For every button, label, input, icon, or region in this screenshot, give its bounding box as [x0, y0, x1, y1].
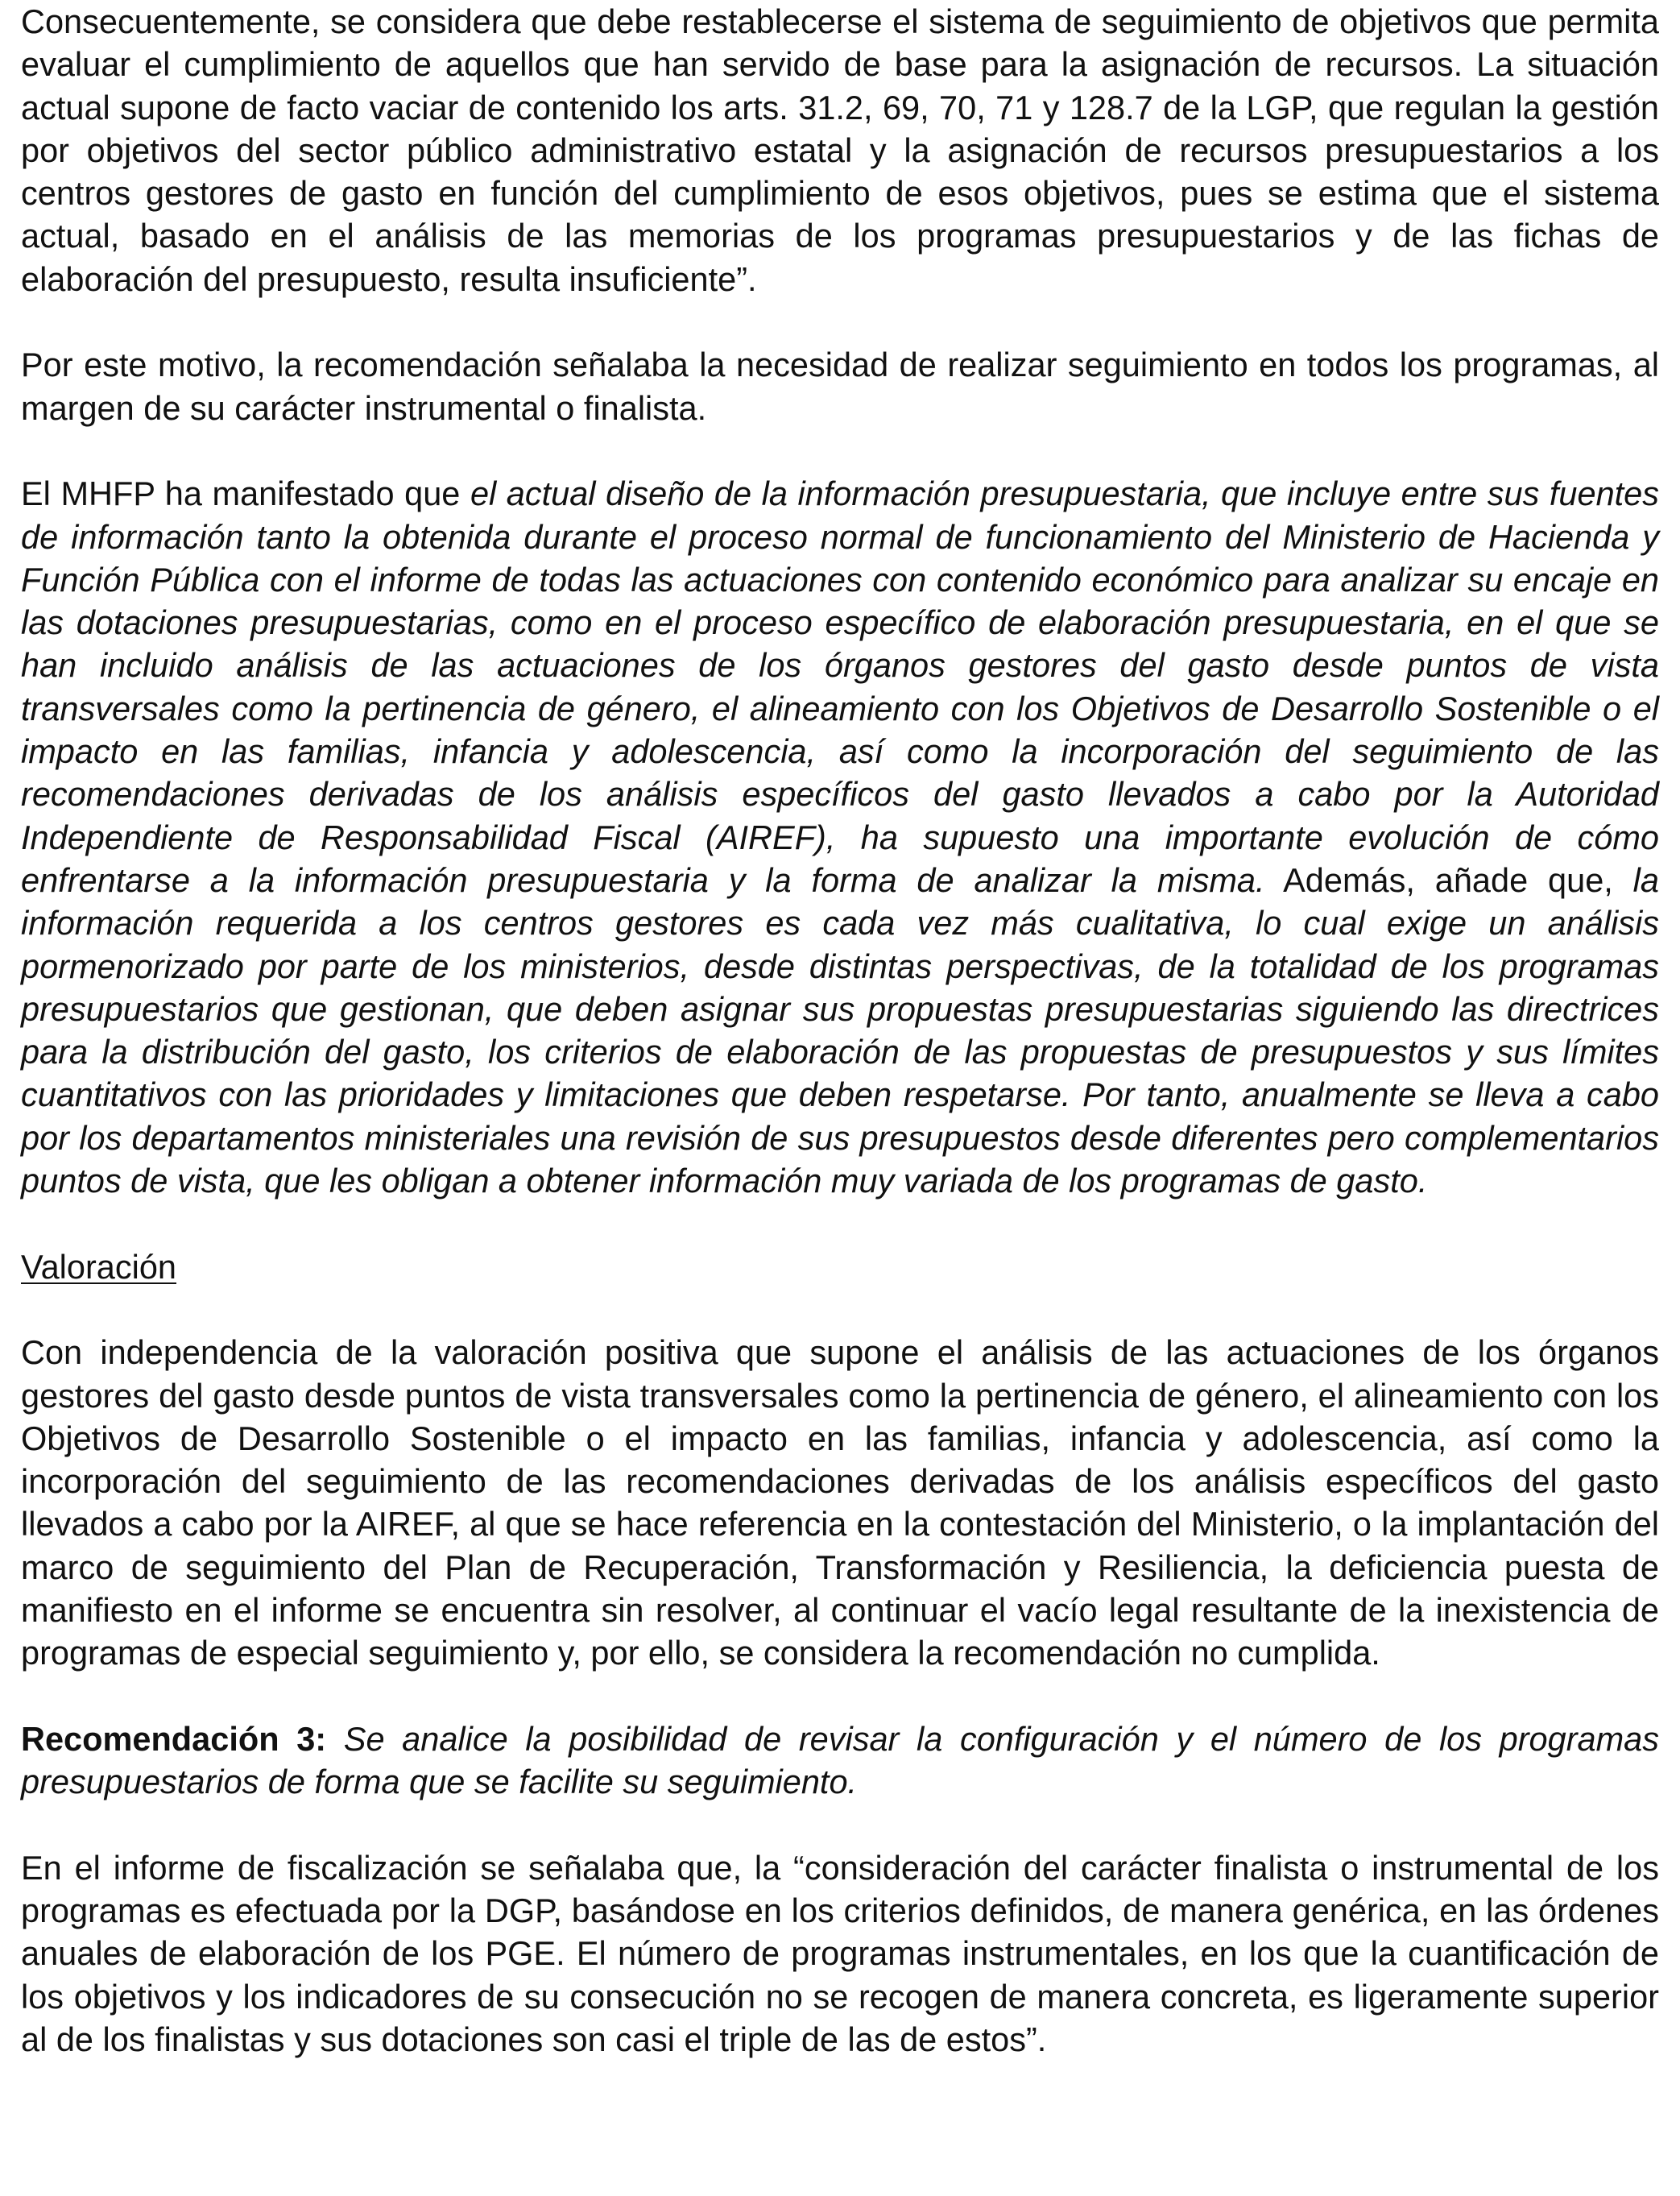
document-page — [21, 0, 1659, 2061]
mhfp-intro-text: El MHFP ha manifestado que — [21, 474, 470, 513]
mhfp-quote-2: la información requerida a los centros gestores es cada vez más cualitativa, lo cual exige un análisis pormenorizado por parte de los ministerios, desde distintas perspectivas, de la totalidad de los programas presupuestarios que gestionan, que deben asignar sus propuestas presupuestarias siguiendo las directrices para la distribución del gasto, los criterios de elaboración de las propuestas de presupuestos y sus límites cuantitativos con las prioridades y limitaciones que deben respetarse. Por tanto, anualmente se lleva a cabo por los departamentos ministeriales una revisión de sus presupuestos desde diferentes pero complementarios puntos de vista, que les obligan a obtener información muy variada de los programas de gasto. — [21, 860, 1659, 1200]
recommendation-3-label: Recomendación 3: — [21, 1719, 327, 1758]
paragraph-recommendation-3 — [21, 1717, 1659, 1804]
paragraph-audit-report: En el informe de fiscalización se señalaba que, la “consideración del carácter finalista o instrumental de los programas es efectuada por la DGP, basándose en los criterios definidos, de manera genérica, en las órdenes anuales de elaboración de los PGE. El número de programas instrumentales, en los que la cuantificación de los objetivos y los indicadores de su consecución no se recogen de manera concreta, es ligeramente superior al de los finalistas y sus dotaciones son casi el triple de las de estos”. — [21, 1848, 1659, 2058]
paragraph-mhfp-response — [21, 472, 1659, 1202]
paragraph-objectives-tracking: Consecuentemente, se considera que debe restablecerse el sistema de seguimiento de objetivos que permita evaluar el cumplimiento de aquellos que han servido de base para la asignación de recursos. La situación actual supone de facto vaciar de contenido los arts. 31.2, 69, 70, 71 y 128.7 de la LGP, que regulan la gestión por objetivos del sector público administrativo estatal y la asignación de recursos presupuestarios a los centros gestores de gasto en función del cumplimiento de esos objetivos, pues se estima que el sistema actual, basado en el análisis de las memorias de los programas presupuestarios y de las fichas de elaboración del presupuesto, resulta insuficiente”. — [21, 2, 1659, 298]
paragraph-valoracion: Con independencia de la valoración positiva que supone el análisis de las actuaciones de los órganos gestores del gasto desde puntos de vista transversales como la pertinencia de género, el alineamiento con los Objetivos de Desarrollo Sostenible o el impacto en las familias, infancia y adolescencia, así como la incorporación del seguimiento de las recomendaciones derivadas de los análisis específicos del gasto llevados a cabo por la AIREF, al que se hace referencia en la contestación del Ministerio, o la implantación del marco de seguimiento del Plan de Recuperación, Transformación y Resiliencia, la deficiencia puesta de manifiesto en el informe se encuentra sin resolver, al continuar el vacío legal resultante de la inexistencia de programas de especial seguimiento y, por ello, se considera la recomendación no cumplida. — [21, 1333, 1659, 1672]
mhfp-quote-1: el actual diseño de la información presupuestaria, que incluye entre sus fuentes de información tanto la obtenida durante el proceso normal de funcionamiento del Ministerio de Hacienda y Función Pública con el informe de todas las actuaciones con contenido económico para analizar su encaje en las dotaciones presupuestarias, como en el proceso específico de elaboración presupuestaria, en el que se han incluido análisis de las actuaciones de los órganos gestores del gasto desde puntos de vista transversales como la pertinencia de género, el alineamiento con los Objetivos de Desarrollo Sostenible o el impacto en las familias, infancia y adolescencia, así como la incorporación del seguimiento de las recomendaciones derivadas de los análisis específicos del gasto llevados a cabo por la Autoridad Independiente de Responsabilidad Fiscal (AIREF), ha supuesto una importante evolución de cómo enfrentarse a la información presupuestaria y la forma de analizar la misma. — [21, 474, 1660, 899]
mhfp-mid-text: Además, añade que, — [1264, 860, 1633, 899]
heading-valoracion-text: Valoración — [21, 1247, 177, 1286]
heading-valoracion — [21, 1245, 1659, 1288]
recommendation-3-text: Se analice la posibilidad de revisar la configuración y el número de los programas presupuestarios de forma que se facilite su seguimiento. — [21, 1719, 1660, 1801]
paragraph-recommendation-reason: Por este motivo, la recomendación señalaba la necesidad de realizar seguimiento en todos los programas, al margen de su carácter instrumental o finalista. — [21, 346, 1659, 427]
